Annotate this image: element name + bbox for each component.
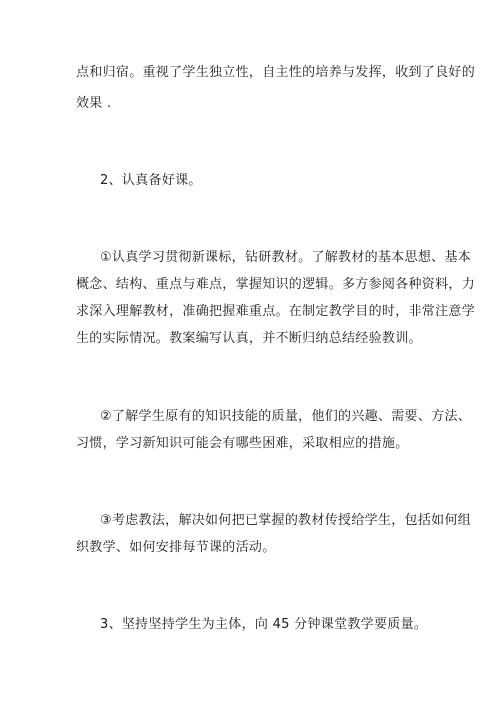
item-2-line-2: 习惯，学习新知识可能会有哪些困难，采取相应的措施。 [76,436,409,451]
paragraph-1-line-1: 点和归宿。重视了学生独立性，自主性的培养与发挥，收到了良好的 [76,65,476,80]
item-3-line-2: 织教学、如何安排每节课的活动。 [76,540,276,555]
item-1-line-3: 求深入理解教材，准确把握难重点。在制定教学目的时，非常注意学 [76,304,476,319]
paragraph-1-line-2: 效果 . [76,96,112,111]
item-2-line-1: ②了解学生原有的知识技能的质量，他们的兴趣、需要、方法、 [100,409,472,424]
item-1-line-2: 概念、结构、重点与难点，掌握知识的逻辑。多方参阅各种资料，力 [76,277,476,292]
section-2-heading: 2、认真备好课。 [100,173,202,188]
item-1-line-1: ①认真学习贯彻新课标，钻研教材。了解教材的基本思想、基本 [100,250,472,265]
item-1-line-4: 生的实际情况。教案编写认真，并不断归纳总结经验教训。 [76,331,422,346]
item-3-line-1: ③考虑教法，解决如何把已掌握的教材传授给学生，包括如何组 [100,513,472,528]
section-3-heading: 3、坚持坚持学生为主体，向 45 分钟课堂教学要质量。 [100,617,428,632]
